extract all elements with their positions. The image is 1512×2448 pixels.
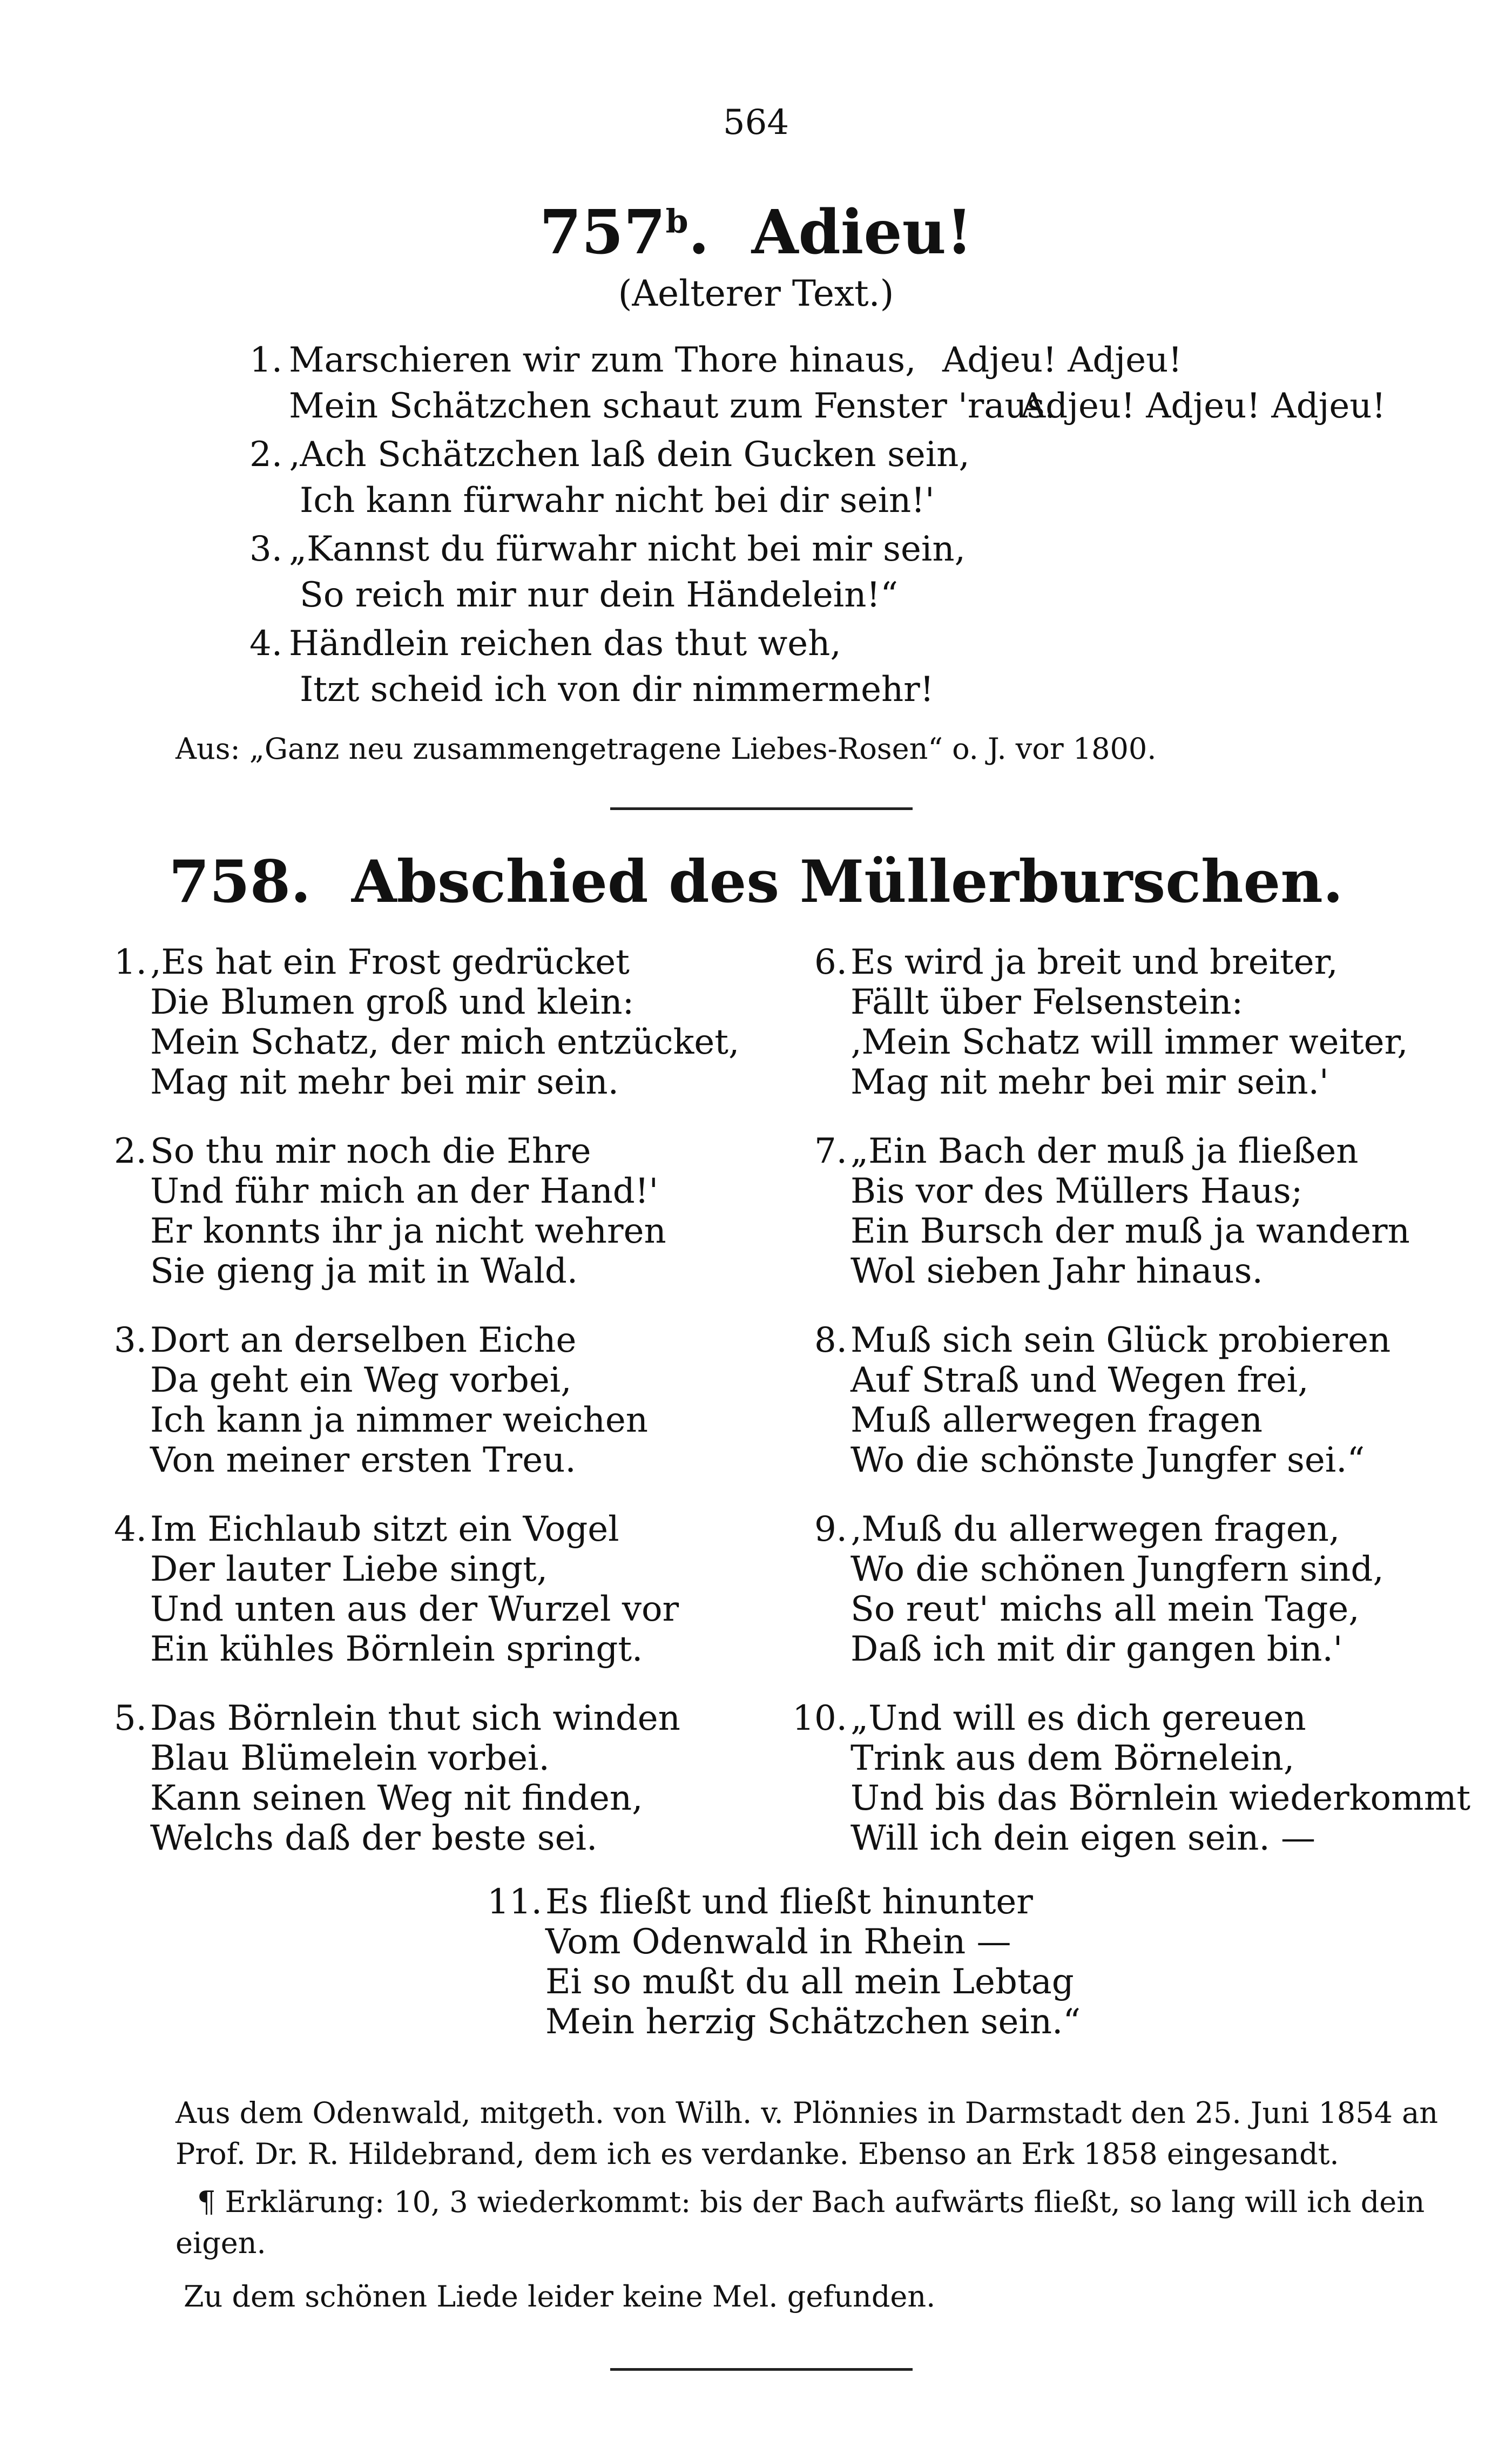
verse-number: 1.	[113, 942, 147, 982]
verse-line: Kann seinen Weg nit finden,	[150, 1778, 643, 1818]
verse-4	[113, 1509, 679, 1669]
verse-line: Wo die schönen Jungfern sind,	[850, 1549, 1384, 1589]
verse-number: 2.	[113, 1131, 147, 1171]
verse-line: Auf Straß und Wegen frei,	[850, 1360, 1309, 1400]
verse-line: Er konnts ihr ja nicht wehren	[150, 1211, 666, 1251]
refrain-text: Adjeu! Adjeu! Adjeu!	[1021, 386, 1386, 426]
verse-line: Will ich dein eigen sein. —	[850, 1818, 1315, 1858]
section-divider	[610, 807, 913, 810]
verse-number: 10.	[792, 1698, 847, 1738]
verse-line: Dort an derselben Eiche	[150, 1320, 577, 1360]
verse-number: 2.	[249, 435, 283, 475]
song-757b-subtitle: (Aelterer Text.)	[618, 273, 894, 314]
verse-line: ‚Mein Schatz will immer weiter,	[850, 1022, 1408, 1062]
verse-line: „Ein Bach der muß ja fließen	[850, 1131, 1359, 1171]
verse-2	[113, 1131, 666, 1291]
verse-line: Mag nit mehr bei mir sein.	[150, 1062, 619, 1102]
verse-line: Ich kann ja nimmer weichen	[150, 1400, 648, 1440]
verse-line: Das Börnlein thut sich winden	[150, 1698, 680, 1738]
verse-1	[113, 942, 740, 1102]
verse-line: Welchs daß der beste sei.	[150, 1818, 598, 1858]
verse-number: 3.	[249, 529, 283, 569]
verse-8	[814, 1320, 1391, 1480]
refrain-text: Adjeu! Adjeu!	[942, 340, 1183, 380]
verse-7	[814, 1131, 1410, 1291]
verse-line: Mein herzig Schätzchen sein.“	[545, 2002, 1081, 2042]
verse-number: 6.	[814, 942, 847, 982]
verse-line: Ei so mußt du all mein Lebtag	[545, 1962, 1074, 2002]
song-758-heading	[0, 848, 1512, 916]
verse-line: Und bis das Börnlein wiederkommt	[850, 1778, 1471, 1818]
verse-line: So thu mir noch die Ehre	[150, 1131, 591, 1171]
song-title: Adieu!	[751, 197, 973, 268]
pilcrow-icon: ¶	[197, 2185, 216, 2219]
verse-line: Ich kann fürwahr nicht bei dir sein!'	[300, 481, 935, 521]
verse-line: Händlein reichen das thut weh,	[289, 624, 841, 664]
verse-line: Muß allerwegen fragen	[850, 1400, 1263, 1440]
verse-line: Mein Schatz, der mich entzücket,	[150, 1022, 740, 1062]
verse-line: Blau Blümelein vorbei.	[150, 1738, 550, 1778]
verse-line: „Und will es dich gereuen	[850, 1698, 1306, 1738]
verse-6	[814, 942, 1408, 1102]
song-757b-heading: 757$^b$. Adieu!	[539, 197, 973, 268]
verse-number: 4.	[113, 1509, 147, 1549]
verse-11	[487, 1882, 1081, 2042]
verse-line: Und unten aus der Wurzel vor	[150, 1589, 679, 1629]
verse-line: Ein kühles Börnlein springt.	[150, 1629, 643, 1669]
verse-line: Es fließt und fließt hinunter	[545, 1882, 1033, 1922]
verse-10	[792, 1698, 1471, 1858]
song-757b-source: Aus: „Ganz neu zusammengetragene Liebes-Rosen“ o. J. vor 1800.	[176, 732, 1157, 766]
verse-line: Vom Odenwald in Rhein —	[545, 1922, 1011, 1962]
verse-line: So reut' michs all mein Tage,	[850, 1589, 1360, 1629]
song-title: Abschied des Müllerburschen.	[351, 848, 1344, 916]
verse-line: Der lauter Liebe singt,	[150, 1549, 548, 1589]
verse-line: Sie gieng ja mit in Wald.	[150, 1251, 578, 1291]
song-number: 757	[539, 197, 666, 268]
source-note: Aus dem Odenwald, mitgeth. von Wilh. v. Plönnies in Darmstadt den 25. Juni 1854 an Prof. Dr. R. Hildebrand, dem ich es verdanke. Ebenso an Erk 1858 eingesandt.	[176, 2096, 1439, 2171]
song-number: 758.	[168, 848, 311, 916]
verse-line: Wo die schönste Jungfer sei.“	[850, 1440, 1365, 1480]
verse-line: Marschieren wir zum Thore hinaus,	[289, 340, 916, 380]
verse-line: Von meiner ersten Treu.	[150, 1440, 576, 1480]
verse-line: Fällt über Felsenstein:	[850, 982, 1244, 1022]
verse-line: Itzt scheid ich von dir nimmermehr!	[300, 670, 934, 710]
verse-line: Im Eichlaub sitzt ein Vogel	[150, 1509, 619, 1549]
verse-5	[113, 1698, 680, 1858]
verse-line: Die Blumen groß und klein:	[150, 982, 634, 1022]
verse-number: 11.	[487, 1882, 542, 1922]
verse-line: „Kannst du fürwahr nicht bei mir sein,	[289, 529, 966, 569]
verse-line: Bis vor des Müllers Haus;	[850, 1171, 1303, 1211]
verse-number: 5.	[113, 1698, 147, 1738]
verse-number: 8.	[814, 1320, 847, 1360]
verse-line: Wol sieben Jahr hinaus.	[850, 1251, 1263, 1291]
verse-line: Muß sich sein Glück probieren	[850, 1320, 1391, 1360]
verse-line: So reich mir nur dein Händelein!“	[300, 575, 898, 615]
verse-line: Da geht ein Weg vorbei,	[150, 1360, 572, 1400]
verse-number: 9.	[814, 1509, 847, 1549]
verse-number: 3.	[113, 1320, 147, 1360]
verse-number: 7.	[814, 1131, 847, 1171]
verse-line: Mag nit mehr bei mir sein.'	[850, 1062, 1329, 1102]
verse-line: ‚Es hat ein Frost gedrücket	[150, 942, 630, 982]
verse-line: Es wird ja breit und breiter,	[850, 942, 1338, 982]
verse-line: Daß ich mit dir gangen bin.'	[850, 1629, 1343, 1669]
page-number: 564	[723, 103, 789, 143]
explanation-note	[176, 2182, 1444, 2264]
verse-line: Und führ mich an der Hand!'	[150, 1171, 659, 1211]
section-divider	[610, 2368, 913, 2371]
melody-note: Zu dem schönen Liede leider keine Mel. gefunden.	[184, 2280, 936, 2314]
verse-line: Mein Schätzchen schaut zum Fenster 'raus.	[289, 386, 1056, 426]
verse-number: 4.	[249, 624, 283, 664]
verse-line: ‚Muß du allerwegen fragen,	[850, 1509, 1340, 1549]
verse-9	[814, 1509, 1384, 1669]
verse-3	[113, 1320, 648, 1480]
verse-number: 1.	[249, 340, 283, 380]
verse-line: Trink aus dem Börnelein,	[850, 1738, 1295, 1778]
verse-line: Ein Bursch der muß ja wandern	[850, 1211, 1410, 1251]
song-number-suffix: b	[665, 203, 688, 241]
verse-line: ‚Ach Schätzchen laß dein Gucken sein,	[289, 435, 970, 475]
explanation-text: Erklärung: 10, 3 wiederkommt: bis der Bach aufwärts fließt, so lang will ich dein eigen.	[176, 2185, 1425, 2260]
